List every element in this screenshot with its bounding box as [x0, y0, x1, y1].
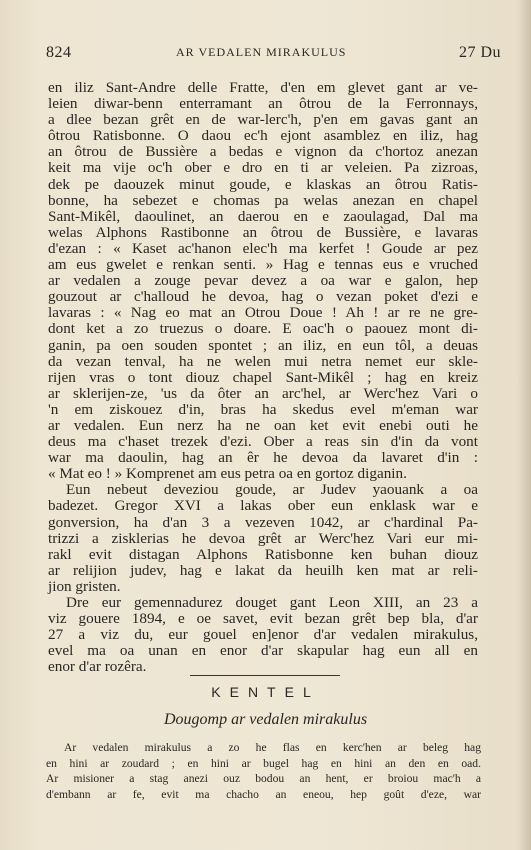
text-line: jion gristen. — [48, 577, 121, 595]
page-edge-shadow — [517, 0, 531, 850]
text-line: Sant-Mikêl, daoulinet, an daerou en e zaoulagad, Dal ma — [48, 207, 478, 225]
text-line: Dre eur gemennadurez douget gant Leon XIII, an 23 a — [66, 594, 478, 611]
text-line: en hini ar zoudard ; en hini ar bugel hag en hini an den en oad. — [46, 756, 481, 770]
text-line: viz gouere 1894, e oe savet, evit bezan grêt bep bla, d'ar — [48, 610, 478, 628]
main-text — [48, 80, 478, 675]
text-line: Ar vedalen mirakulus a zo he flas en kerc'hen ar beleg hag — [64, 741, 481, 754]
text-line: badezet. Gregor XVI a lakas ober eun enklask war e — [48, 497, 478, 515]
text-line: trizzi a zisklerias he devoa grêt ar Werc'hez Vari eur mi- — [48, 529, 478, 547]
text-line: dont ket a zo truezus o doare. E oac'h o paouez mont di- — [48, 320, 478, 338]
text-line: dek pe daouzek minut goude, e klaskas an ôtrou Ratis- — [48, 175, 478, 193]
text-line: bonne, ha sebezet e chomas pa welas anezan en chapel — [48, 191, 478, 209]
text-line: enor d'ar rozêra. — [48, 658, 147, 676]
text-line: ar vedalen. Eun nerz ha ne oan ket evit enebi outi he — [48, 416, 478, 434]
text-line: gouzout ar c'halloud he devoa, hag o vezan poket d'ezi e — [48, 288, 478, 306]
text-line: d'ezan : « Kaset ac'hanon elec'h ma kerfet ! Goude ar pez — [48, 239, 478, 257]
text-line: en iliz Sant-Andre delle Fratte, d'en em glevet gant ar ve- — [48, 79, 478, 96]
page-number: 824 — [46, 44, 72, 61]
paragraph-3 — [48, 595, 478, 675]
text-line: d'embann ar fe, evit ma chacho an eneou, hep goût d'eze, war — [46, 787, 481, 801]
paragraph-2 — [48, 482, 478, 595]
text-line: evel ma oa unan en enor d'ar skapular hag eun all en — [48, 642, 478, 660]
text-line: lavaras : « Nag eo mat an Otrou Doue ! Ah ! ar re ne gre- — [48, 304, 478, 322]
text-line: Ar misioner a stag anezi ouz bodou an hent, er broiou mac'h a — [46, 772, 481, 786]
text-line: rakl evit distagan Alphons Ratisbonne ken buhan diouz — [48, 545, 478, 563]
text-line: 27 a viz du, eur gouel en]enor d'ar vedalen mirakulus, — [48, 626, 478, 644]
text-line: 'n em ziskouez d'in, bras ha skedus evel m'eman war — [48, 400, 478, 418]
running-title: AR VEDALEN MIRAKULUS — [176, 45, 347, 59]
text-line: am eus gwelet e renkan senti. » Hag e tennas eus e vruched — [48, 256, 478, 274]
text-line: a dlee bezan grêt en de war-lerc'h, p'en em gavas gant an — [48, 111, 478, 129]
text-line: leien diwar-benn enterramant an ôtrou de la Ferronnays, — [48, 95, 478, 113]
text-line: welas Alphons Rastibonne an ôtrou de Bussière, e lavaras — [48, 223, 478, 241]
paragraph-1 — [48, 80, 478, 482]
text-line: da vezan tenval, ha ne welen mui netra nemet eur skle- — [48, 352, 478, 370]
text-line: deus ma c'haset trezek d'ezi. Ober a reas sin d'in da vont — [48, 433, 478, 451]
text-line: ôtrou Ratisbonne. O daou ec'h ejont asamblez en iliz, hag — [48, 127, 478, 145]
header-date: 27 Du — [458, 44, 501, 61]
text-line: Eun nebeut deveziou goude, ar Judev yaouank a oa — [66, 481, 478, 499]
text-line: gonversion, ha d'an 3 a vezeven 1042, ar c'hardinal Pa- — [48, 513, 478, 531]
text-line: war ma daoulin, hag an êr he devoa da lavaret d'in : — [48, 449, 478, 467]
text-line: ganin, pa oen souden spontet ; an iliz, en eun tôl, a deuas — [48, 336, 478, 354]
text-line: « Mat eo ! » Komprenet am eus petra oa en gortoz diganin. — [48, 465, 407, 483]
section-heading: KENTEL — [211, 684, 320, 700]
text-line: rijen vras o tont diouz chapel Sant-Mikêl ; hag en kreiz — [48, 368, 478, 386]
lesson-text — [46, 740, 481, 802]
text-line: ar relijion judev, hag e lakat da heuilh ken mat ar reli- — [48, 561, 478, 579]
text-line: ar sklerijen-ze, 'us da ôter an arc'hel, ar Werc'hez Vari o — [48, 384, 478, 402]
text-line: an ôtrou de Bussière a bedas e vignon da c'hortoz anezan — [48, 143, 478, 161]
section-subtitle: Dougomp ar vedalen mirakulus — [163, 711, 368, 728]
text-line: ar vedalen a zouge pevar devez a oa war e galon, hep — [48, 272, 478, 290]
section-divider — [190, 675, 340, 676]
page-header — [46, 44, 523, 62]
text-line: keit ma vije oc'h ober e dro en ti ar veleien. Pa zizroas, — [48, 159, 478, 177]
